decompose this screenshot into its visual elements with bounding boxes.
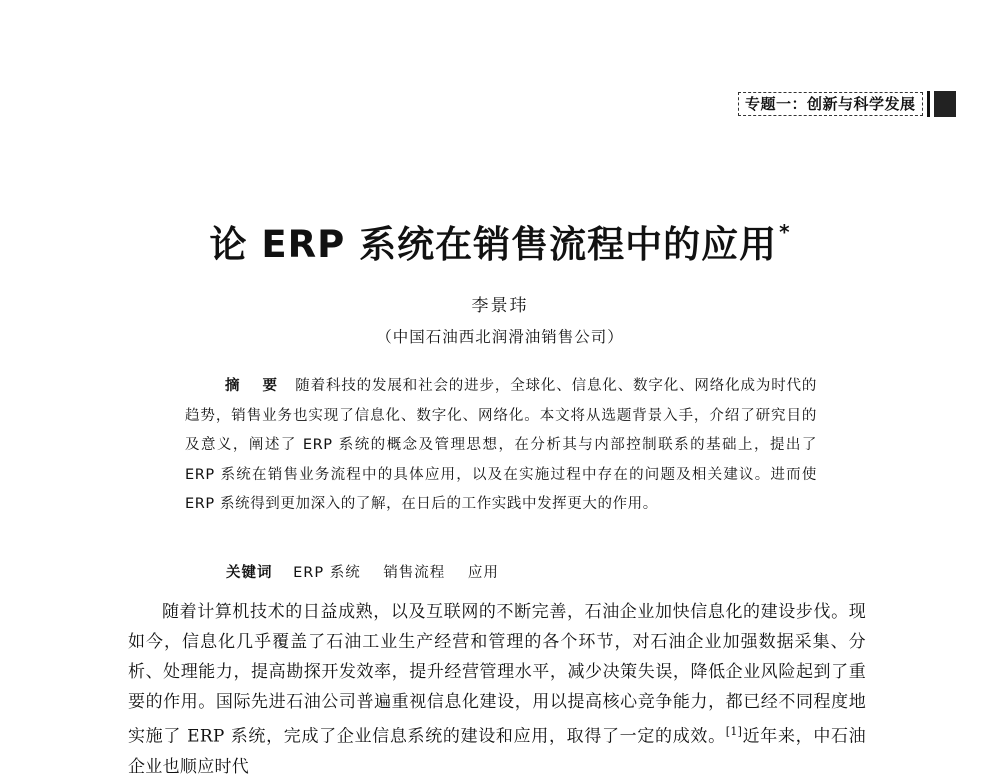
abstract-text: 随着科技的发展和社会的进步，全球化、信息化、数字化、网络化成为时代的趋势，销售业务也实现了信息化、数字化、网络化。本文将从选题背景入手，介绍了研究目的及意义，阐述了 ERP 系统的概念及管理思想，在分析其与内部控制联系的基础上，提出了 ERP 系统在销售业务流程中的具体应用，以及在实施过程中存在的问题及相关建议。进而使 ERP 系统得到更加深入的了解，在日后的工作实践中发挥更大的作用。 <box>185 378 817 512</box>
author-name: 李景玮 <box>471 296 529 316</box>
keyword-item: 应用 <box>467 565 499 581</box>
keywords-label: 关键词 <box>226 565 273 581</box>
paper-title: 论 ERP 系统在销售流程中的应用 <box>209 223 778 266</box>
keyword-item: 销售流程 <box>383 565 446 581</box>
abstract <box>185 372 817 520</box>
section-header <box>738 92 956 116</box>
author-affiliation: （中国石油西北润滑油销售公司） <box>376 328 624 346</box>
keyword-item: ERP 系统 <box>293 565 361 581</box>
citation-reference: [1] <box>725 725 743 738</box>
abstract-label: 摘 要 <box>225 378 282 394</box>
section-label: 专题一：创新与科学发展 <box>738 92 923 116</box>
body-paragraph <box>128 597 866 782</box>
title-footnote-marker: * <box>779 220 791 244</box>
keywords-line <box>226 561 517 582</box>
header-divider-bar <box>927 91 930 117</box>
header-marker-block <box>934 91 956 117</box>
paper-title-line <box>0 214 1000 268</box>
body-text-part-2: 近年来，中石油企业也顺应时代 <box>128 726 866 777</box>
body-text-part-1: 随着计算机技术的日益成熟，以及互联网的不断完善，石油企业加快信息化的建设步伐。现如今，信息化几乎覆盖了石油工业生产经营和管理的各个环节，对石油企业加强数据采集、分析、处理能力，提高勘探开发效率，提升经营管理水平，减少决策失误，降低企业风险起到了重要的作用。国际先进石油公司普遍重视信息化建设，用以提高核心竞争能力，都已经不同程度地实施了 ERP 系统，完成了企业信息系统的建设和应用，取得了一定的成效。 <box>128 602 866 747</box>
